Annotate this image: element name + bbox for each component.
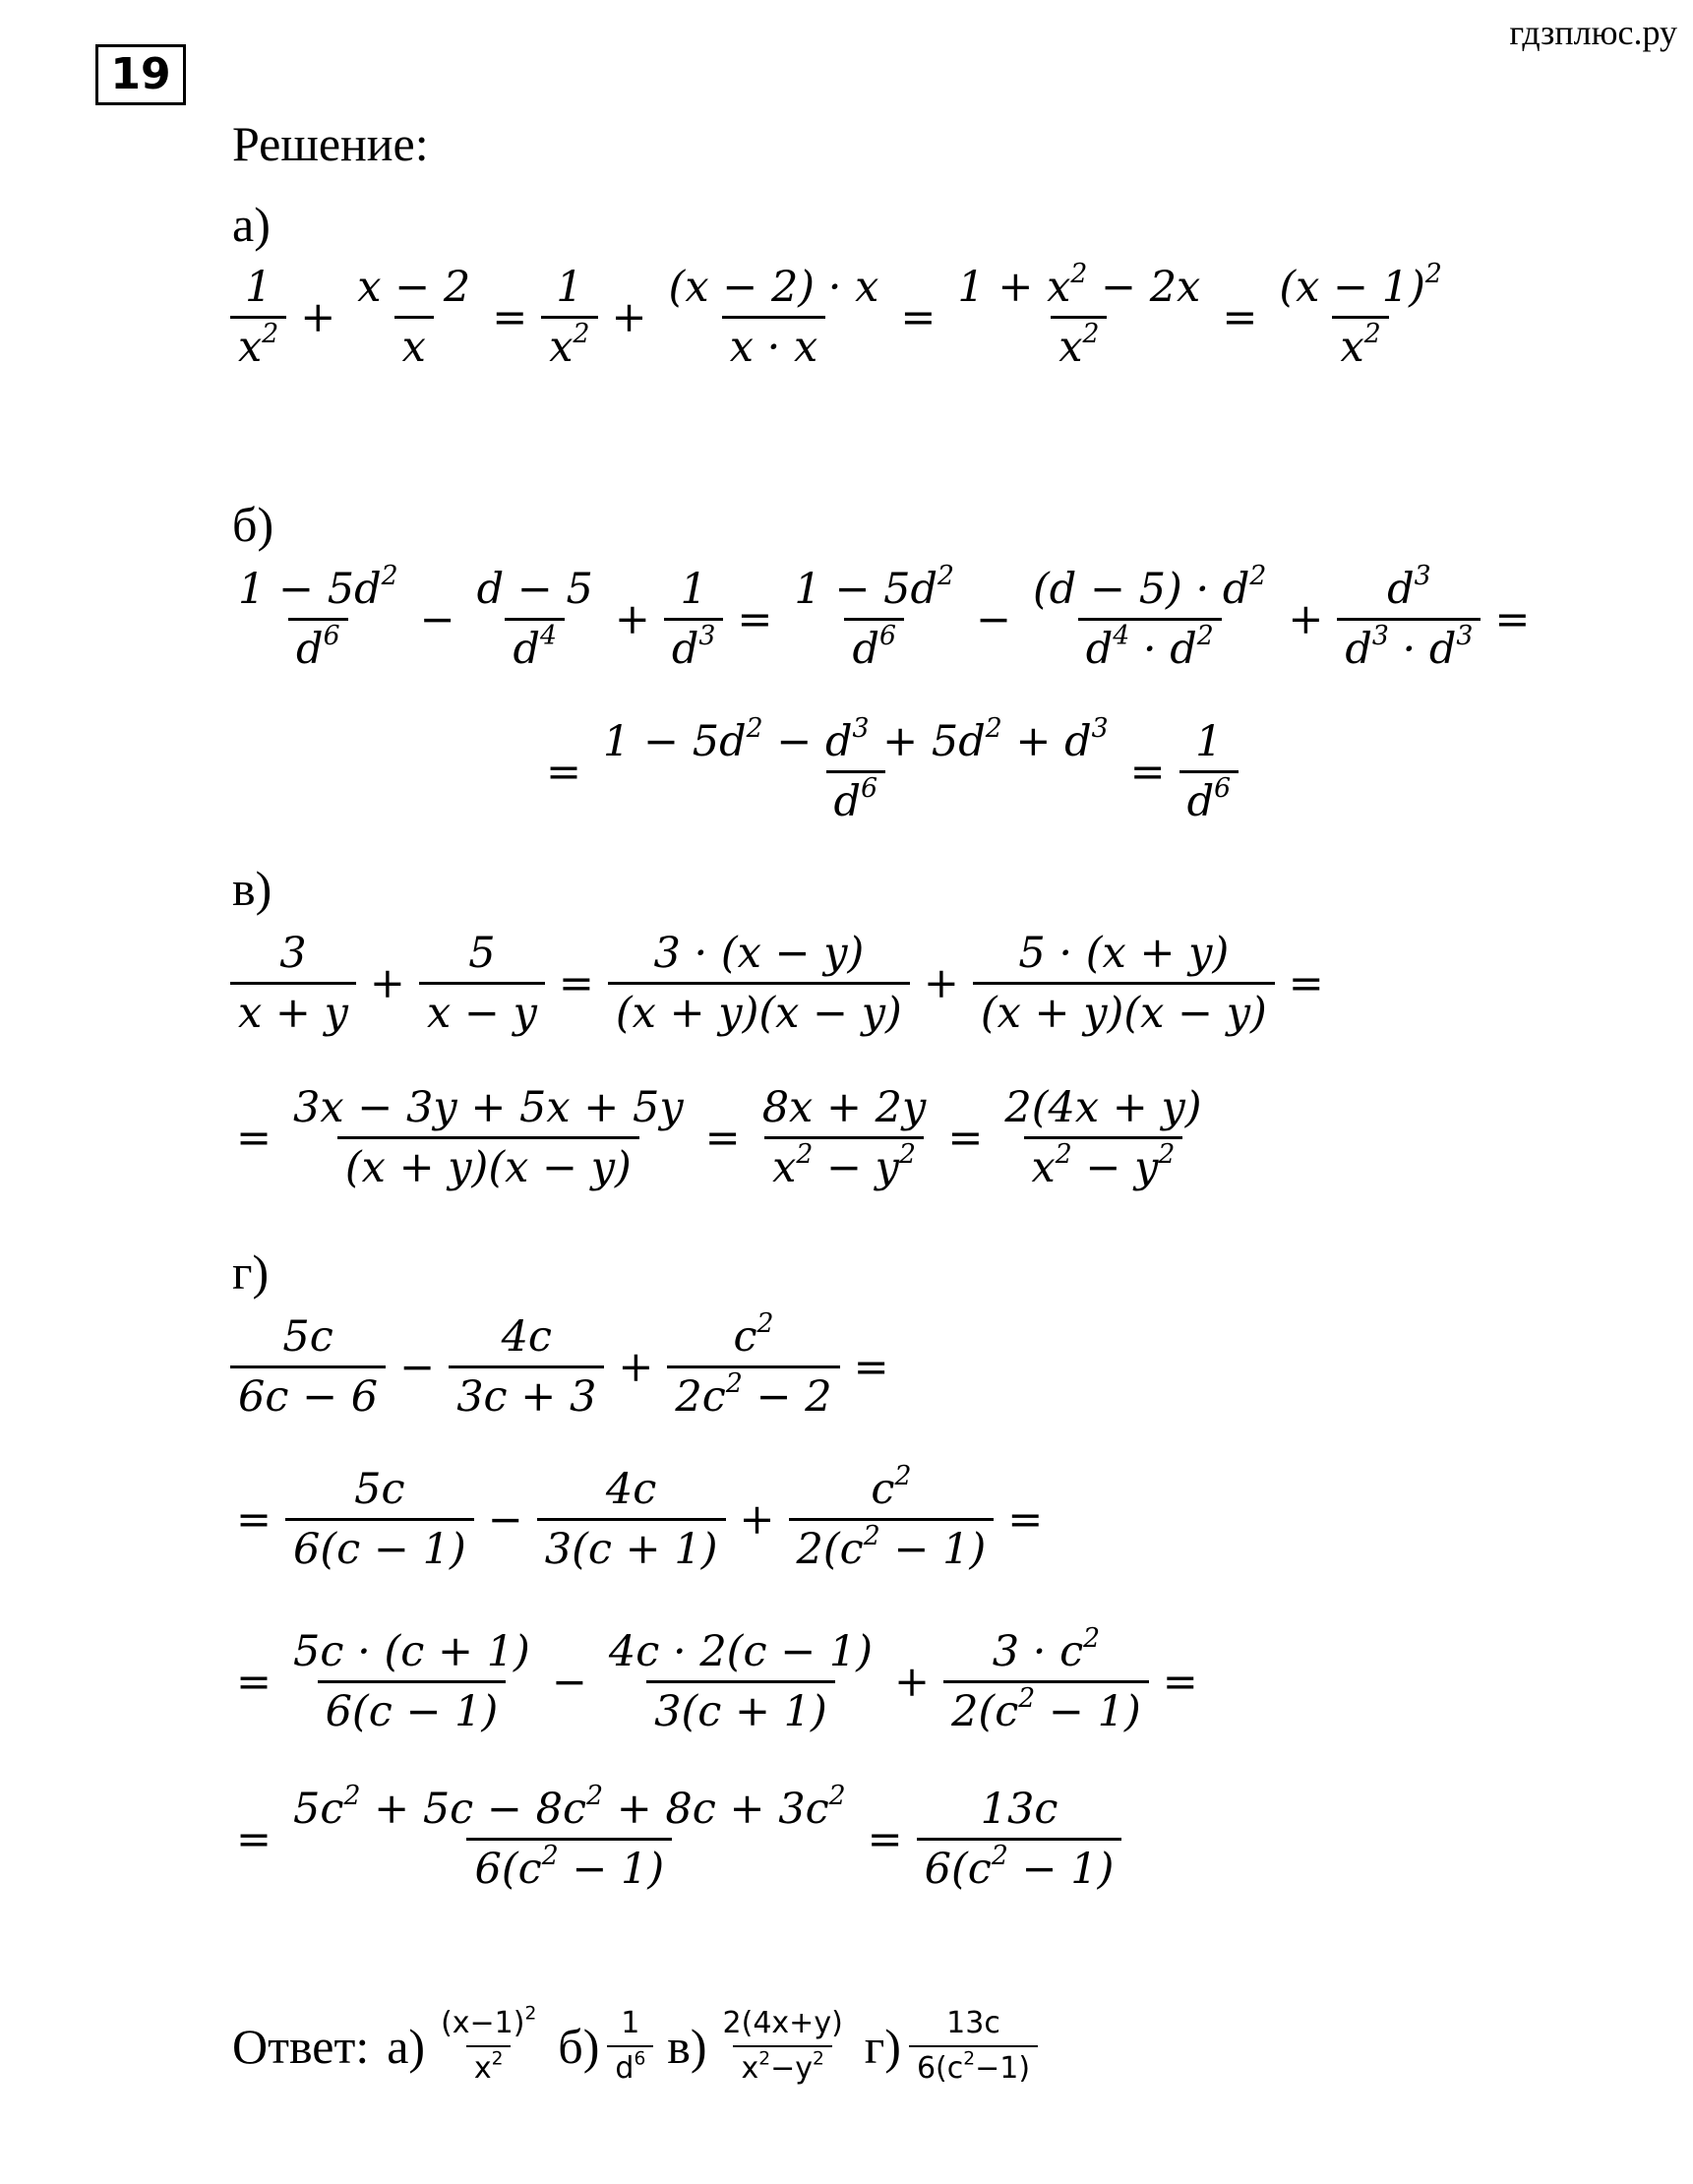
part-b-line-1: $\frac{1 - 5d^2}{d^6}$ − $\frac{d - 5}{d^4}$ + $\frac{1}{d^3}$ = $\frac{1 - 5d^2}{d^6}$ − $\frac{(d - 5) \cdot d^2}{d^4 \cdot d^2}$ + $\frac{d^3}{d^3 \cdot d^3}$ = [238, 560, 1531, 675]
part-b-label: б) [232, 497, 274, 552]
part-v-line-2: = $\frac{3x - 3y + 5x + 5y}{(x + y)(x - y)}$ = $\frac{8x + 2y}{x^2 - y^2}$ = $\frac{2(4x + y)}{x^2 - y^2}$ [236, 1083, 1202, 1193]
answer-b-label: б) [558, 2019, 600, 2074]
part-v-label: в) [232, 861, 272, 916]
answer-a-fraction: $\frac{(x-1)^2}{x^2}$ [441, 2003, 537, 2086]
answer-g-fraction: $\frac{13c}{6(c^2-1)}$ [909, 2007, 1038, 2086]
answer-g-label: г) [864, 2019, 901, 2074]
problem-number: 19 [95, 44, 186, 105]
watermark: гдзплюс.ру [1509, 13, 1677, 52]
part-g-line-1: $\frac{5c}{6c - 6}$ − $\frac{4c}{3c + 3}$ + $\frac{c^2}{2c^2 - 2}$ = [226, 1313, 899, 1423]
answer-v-fraction: $\frac{2(4x+y)}{x^2-y^2}$ [722, 2006, 843, 2086]
answer-v-label: в) [667, 2019, 707, 2074]
part-g-line-3: = $\frac{5c \cdot (c + 1)}{6(c - 1)}$ − $\frac{4c \cdot 2(c - 1)}{3(c + 1)}$ + $\frac{3 \cdot c^2}{2(c^2 - 1)}$ = [236, 1622, 1198, 1737]
part-b-line-2: = $\frac{1 - 5d^2 - d^3 + 5d^2 + d^3}{d^6}$ = $\frac{1}{d^6}$ [536, 718, 1242, 827]
part-g-line-2: = $\frac{5c}{6(c - 1)}$ − $\frac{4c}{3(c + 1)}$ + $\frac{c^2}{2(c^2 - 1)}$ = [236, 1460, 1044, 1575]
solution-heading: Решение: [232, 116, 429, 171]
part-g-label: г) [232, 1244, 270, 1300]
answer-line [232, 2003, 1042, 2086]
answer-b-fraction: $\frac{1}{d^6}$ [607, 2007, 653, 2086]
part-v-line-1: $\frac{3}{x + y}$ + $\frac{5}{x - y}$ = $\frac{3 \cdot (x - y)}{(x + y)(x - y)}$ + $\frac{5 \cdot (x + y)}{(x + y)(x - y)}$ = [226, 930, 1334, 1039]
answer-a-label: а) [387, 2019, 426, 2074]
part-g-line-4: = $\frac{5c^2 + 5c - 8c^2 + 8c + 3c^2}{6(c^2 - 1)}$ = $\frac{13c}{6(c^2 - 1)}$ [226, 1786, 1125, 1895]
answer-prefix: Ответ: [232, 2019, 370, 2074]
part-a-label: а) [232, 197, 271, 252]
part-a-line-1: $\frac{1}{x^2}$ + $\frac{x - 2}{x}$ = $\frac{1}{x^2}$ + $\frac{(x - 2) \cdot x}{x \cdot x}$ = $\frac{1 + x^2 - 2x}{x^2}$ = $\frac{(x - 1)^2}{x^2}$ [226, 264, 1454, 373]
